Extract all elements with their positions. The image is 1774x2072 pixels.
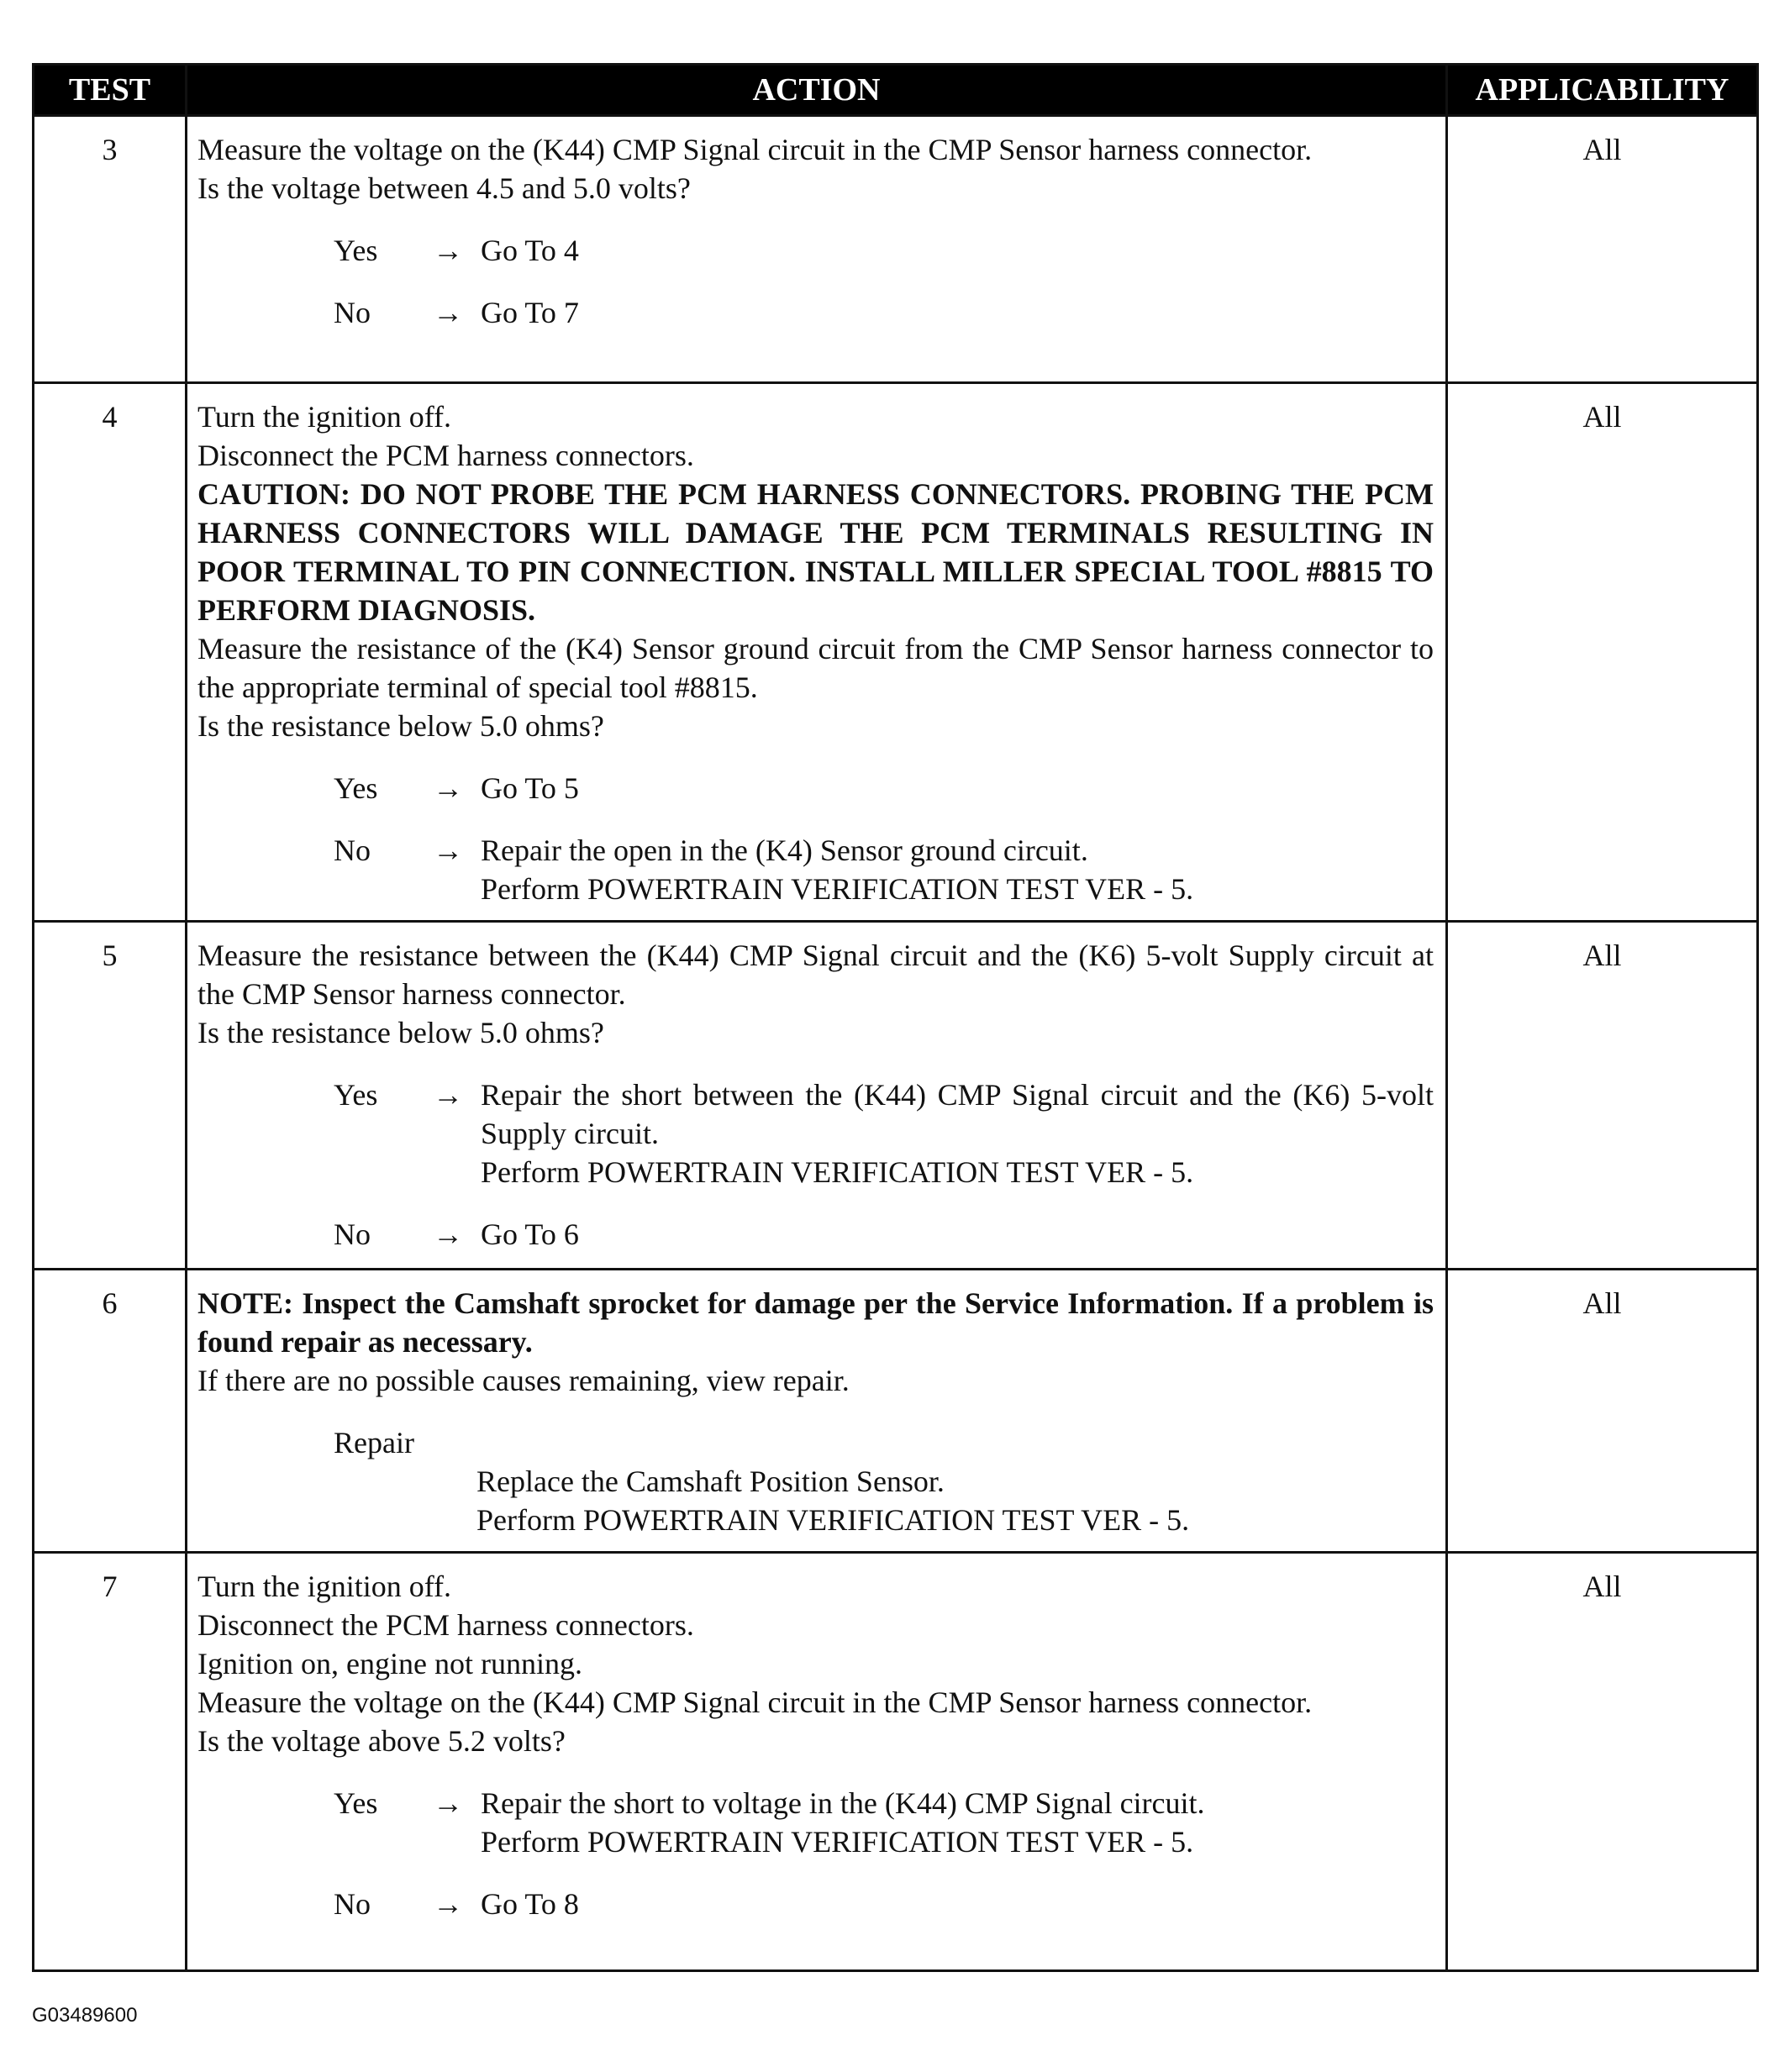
caution-text: CAUTION: DO NOT PROBE THE PCM HARNESS CONNECTORS. PROBING THE PCM HARNESS CONNECTORS WILL DAMAGE THE PCM TERMINALS RESULTING IN POOR TERMINAL TO PIN CONNECTION. INSTALL MILLER SPECIAL TOOL #8815 TO PERFORM DIAGNOSIS. (197, 477, 1434, 627)
applicability-value: All (1447, 116, 1758, 383)
outcome-label: No (334, 1217, 371, 1251)
table-row (34, 383, 1758, 922)
header-action: ACTION (187, 65, 1447, 116)
table-row (34, 116, 1758, 383)
right-arrow-icon: → (433, 834, 463, 867)
table-row (34, 922, 1758, 1270)
repair-instruction: Repair the short to voltage in the (K44) CMP Signal circuit. (481, 1786, 1205, 1820)
verification-instruction: Perform POWERTRAIN VERIFICATION TEST VER - 5. (481, 872, 1194, 906)
test-number: 7 (34, 1553, 187, 1971)
applicability-value: All (1447, 1270, 1758, 1553)
diagnostic-test-table (32, 63, 1759, 1972)
goto-link[interactable]: Go To 4 (481, 234, 579, 267)
outcome-yes (197, 1075, 1434, 1191)
repair-block (197, 1423, 1434, 1539)
table-row (34, 1270, 1758, 1553)
repair-instruction: Repair the open in the (K4) Sensor ground circuit. (481, 834, 1088, 867)
outcome-label: No (334, 1887, 371, 1921)
test-action (187, 116, 1447, 383)
action-line: Measure the resistance between the (K44) CMP Signal circuit and the (K6) 5-volt Supply circuit at the CMP Sensor harness connector. (197, 939, 1434, 1011)
verification-instruction: Perform POWERTRAIN VERIFICATION TEST VER - 5. (481, 1155, 1194, 1189)
note-text: NOTE: Inspect the Camshaft sprocket for damage per the Service Information. If a problem is found repair as necessary. (197, 1286, 1434, 1359)
action-question: Is the resistance below 5.0 ohms? (197, 709, 604, 743)
goto-link[interactable]: Go To 8 (481, 1887, 579, 1921)
outcome-label: No (334, 834, 371, 867)
test-action (187, 1553, 1447, 1971)
outcome-yes (197, 769, 1434, 807)
repair-instruction: Replace the Camshaft Position Sensor. (476, 1465, 945, 1498)
outcome-label: Yes (334, 771, 378, 805)
outcome-yes (197, 231, 1434, 270)
action-question: Is the resistance below 5.0 ohms? (197, 1016, 604, 1049)
right-arrow-icon: → (433, 1217, 463, 1251)
applicability-value: All (1447, 922, 1758, 1270)
action-line: Measure the voltage on the (K44) CMP Signal circuit in the CMP Sensor harness connector. (197, 1685, 1313, 1719)
right-arrow-icon: → (433, 296, 463, 329)
right-arrow-icon: → (433, 1078, 463, 1112)
action-question: Is the voltage above 5.2 volts? (197, 1724, 566, 1758)
goto-link[interactable]: Go To 7 (481, 296, 579, 329)
action-line: Turn the ignition off. (197, 400, 452, 434)
test-action (187, 922, 1447, 1270)
action-line: Ignition on, engine not running. (197, 1647, 582, 1680)
goto-link[interactable]: Go To 5 (481, 771, 579, 805)
applicability-value: All (1447, 1553, 1758, 1971)
header-applicability: APPLICABILITY (1447, 65, 1758, 116)
verification-instruction: Perform POWERTRAIN VERIFICATION TEST VER - 5. (476, 1503, 1190, 1537)
goto-link[interactable]: Go To 6 (481, 1217, 579, 1251)
action-line: Measure the resistance of the (K4) Sensor ground circuit from the CMP Sensor harness connector to the appropriate terminal of special tool #8815. (197, 632, 1434, 704)
test-action (187, 1270, 1447, 1553)
outcome-no (197, 1885, 1434, 1923)
test-number: 3 (34, 116, 187, 383)
applicability-value: All (1447, 383, 1758, 922)
action-line: Disconnect the PCM harness connectors. (197, 439, 694, 472)
action-line: Disconnect the PCM harness connectors. (197, 1608, 694, 1642)
action-line: If there are no possible causes remaining, view repair. (197, 1364, 850, 1397)
outcome-yes (197, 1784, 1434, 1861)
outcome-label: Yes (334, 1786, 378, 1820)
right-arrow-icon: → (433, 1786, 463, 1820)
outcome-no (197, 1215, 1434, 1254)
action-question: Is the voltage between 4.5 and 5.0 volts? (197, 171, 691, 205)
table-header-row (34, 65, 1758, 116)
right-arrow-icon: → (433, 1887, 463, 1921)
test-number: 5 (34, 922, 187, 1270)
outcome-label: Yes (334, 234, 378, 267)
repair-instruction: Repair the short between the (K44) CMP Signal circuit and the (K6) 5-volt Supply circuit. (481, 1078, 1434, 1150)
verification-instruction: Perform POWERTRAIN VERIFICATION TEST VER - 5. (481, 1825, 1194, 1859)
right-arrow-icon: → (433, 771, 463, 805)
action-line: Turn the ignition off. (197, 1570, 452, 1603)
test-action (187, 383, 1447, 922)
repair-label: Repair (334, 1426, 414, 1459)
test-number: 6 (34, 1270, 187, 1553)
outcome-label: Yes (334, 1078, 378, 1112)
header-test: TEST (34, 65, 187, 116)
test-number: 4 (34, 383, 187, 922)
action-line: Measure the voltage on the (K44) CMP Signal circuit in the CMP Sensor harness connector. (197, 133, 1313, 166)
outcome-label: No (334, 296, 371, 329)
outcome-no (197, 293, 1434, 332)
figure-code: G03489600 (32, 2004, 138, 2027)
outcome-no (197, 831, 1434, 908)
right-arrow-icon: → (433, 234, 463, 267)
table-row (34, 1553, 1758, 1971)
